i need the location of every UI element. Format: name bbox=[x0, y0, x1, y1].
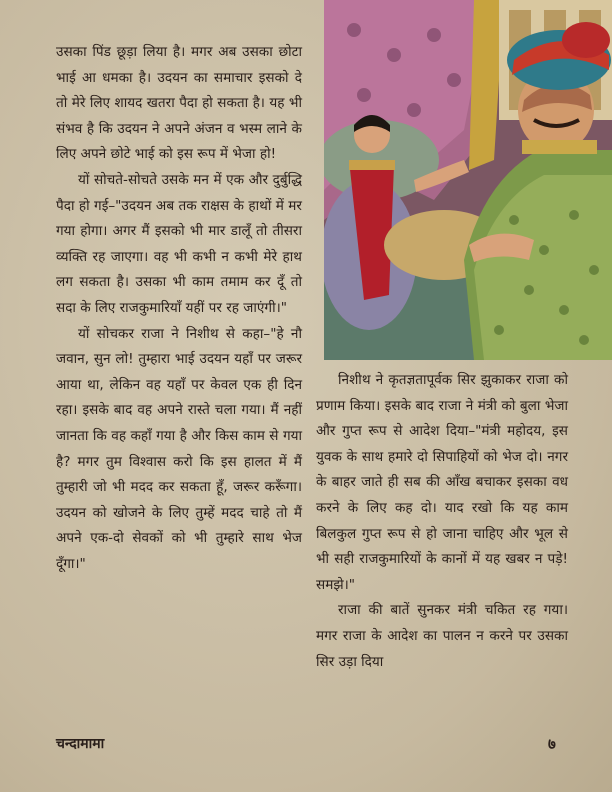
page-number: ७ bbox=[548, 735, 556, 753]
king-and-youth-illustration bbox=[324, 0, 612, 360]
left-text-column bbox=[56, 40, 302, 577]
paragraph: यों सोचते-सोचते उसके मन में एक और दुर्बुद्धि पैदा हो गई–"उदयन अब तक राक्षस के हाथों में मर गया होगा। अगर मैं इसको भी मार डालूँ तो तीसरा व्यक्ति रह जाएगा। वह भी कभी न कभी मेरे हाथ लग सकता है। उसका भी काम तमाम कर दूँ तो सदा के लिए राजकुमारियाँ यहीं पर रह जाएंगी।" bbox=[56, 171, 302, 316]
paragraph: राजा की बातें सुनकर मंत्री चकित रह गया। मगर राजा के आदेश का पालन न करने पर उसका सिर उड़ा दिया bbox=[316, 602, 568, 670]
right-text-column bbox=[316, 368, 568, 675]
paragraph: उसका पिंड छूड़ा लिया है। मगर अब उसका छोटा भाई आ धमका है। उदयन का समाचार इसको दे तो मेरे लिए शायद खतरा पैदा हो सकता है। यह भी संभव है कि उदयन ने अपने अंजन व भस्म लाने के लिए अपने छोटे भाई को इस रूप में भेजा हो! bbox=[56, 44, 302, 163]
story-illustration bbox=[324, 0, 612, 360]
magazine-title: चन्दामामा bbox=[56, 736, 105, 752]
paragraph: यों सोचकर राजा ने निशीथ से कहा–"हे नौ जवान, सुन लो! तुम्हारा भाई उदयन यहाँ पर जरूर आया था, लेकिन वह यहाँ पर केवल एक ही दिन रहा। इसके बाद वह अपने रास्ते चला गया। मैं नहीं जानता कि वह कहाँ गया है और किस काम से गया है? मगर तुम विश्वास करो कि इस हालत में मैं तुम्हारी जो भी मदद कर सकता हूँ, जरूर करूँगा। उदयन को खोजने के लिए तुम्हें मदद चाहे तो मैं अपने एक-दो सेवकों को भी तुम्हारे साथ भेज दूँगा।" bbox=[56, 325, 302, 572]
paragraph: निशीथ ने कृतज्ञतापूर्वक सिर झुकाकर राजा को प्रणाम किया। इसके बाद राजा ने मंत्री को बुला भेजा और गुप्त रूप से आदेश दिया–"मंत्री महोदय, इस युवक के साथ हमारे दो सिपाहियों को भेज दो। नगर के बाहर जाते ही सब की आँख बचाकर इसका वध करने के लिए कह दो। याद रखो कि यह काम बिलकुल गुप्त रूप से हो जाना चाहिए और भूल से भी सही राजकुमारियों के कानों में यह खबर न पड़े! समझे।" bbox=[316, 372, 568, 593]
